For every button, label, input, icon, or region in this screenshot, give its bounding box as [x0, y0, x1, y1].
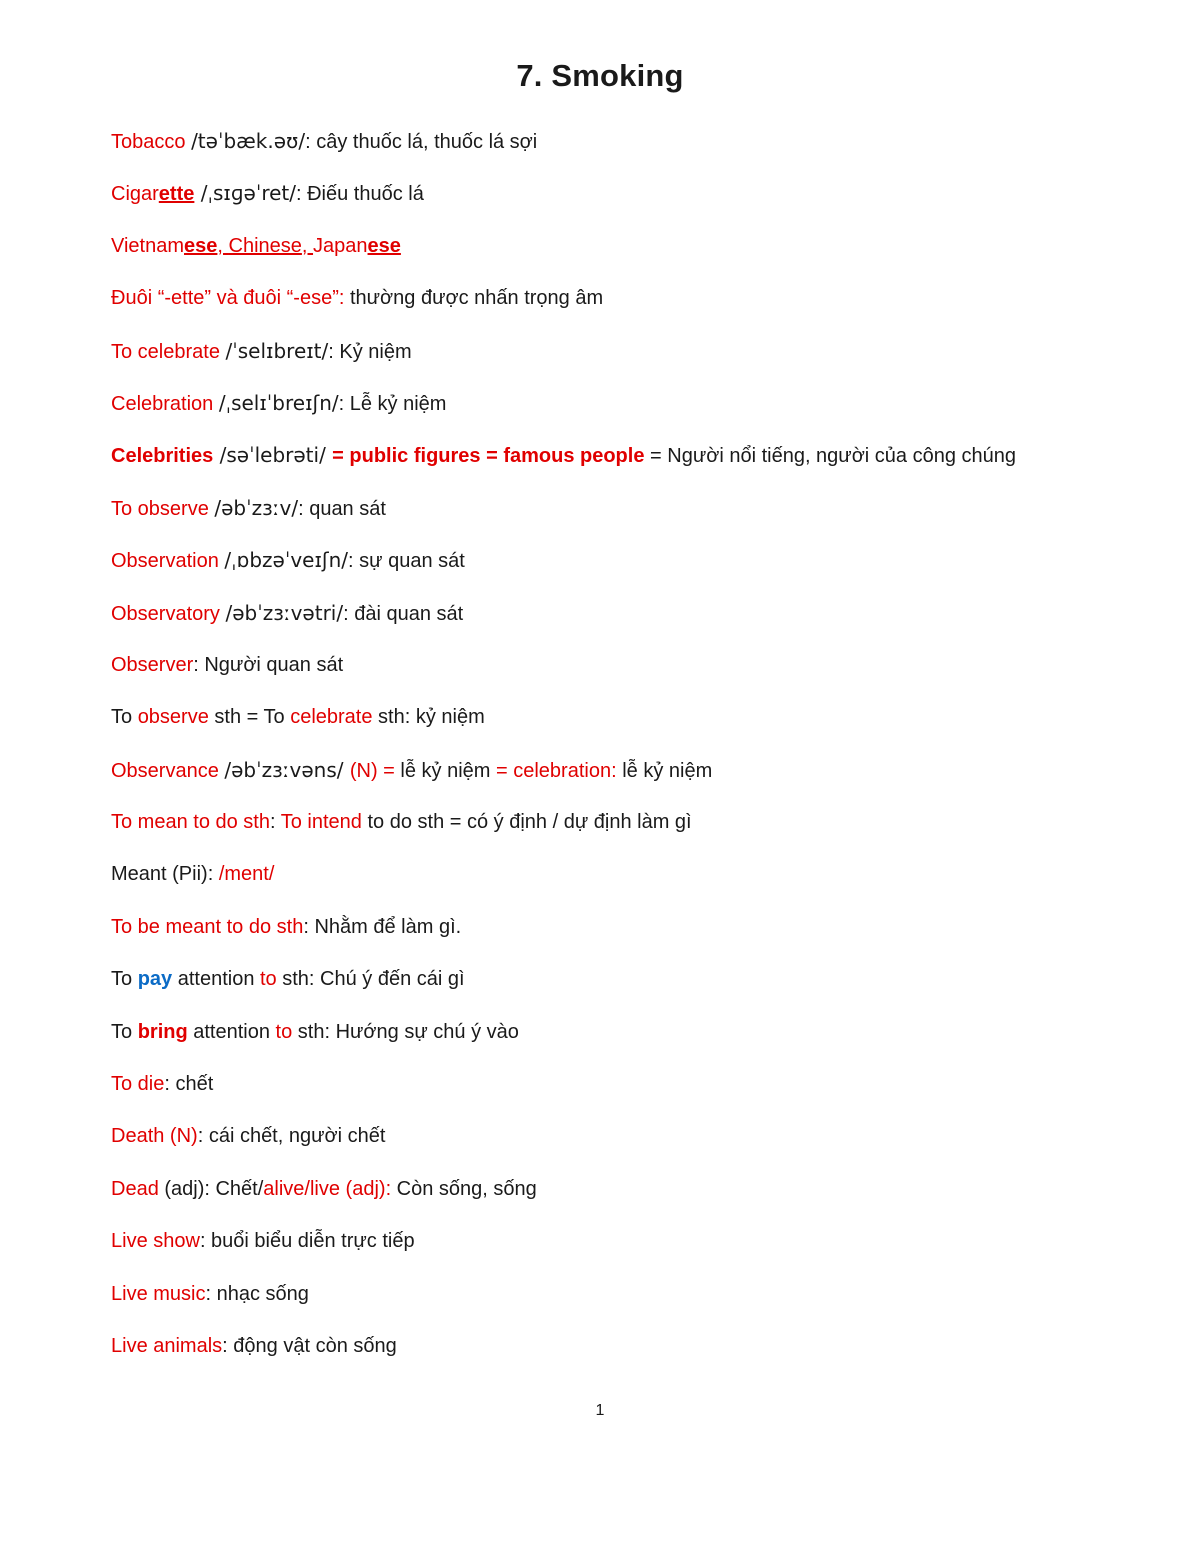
vocab-line — [111, 1331, 1171, 1383]
vocab-line — [111, 859, 1171, 911]
line-text: : Kỷ niệm — [328, 340, 412, 363]
line-text: (adj): Chết/ — [158, 1177, 264, 1200]
line-text: Live show — [111, 1230, 200, 1253]
line-text: To observe — [111, 497, 215, 520]
line-text: Observance — [111, 759, 225, 782]
line-text: To be meant to do sth — [111, 915, 304, 938]
line-text: ette — [158, 183, 195, 206]
line-text: sth: kỷ niệm — [372, 706, 485, 729]
line-text: To — [111, 706, 138, 729]
vocab-line — [111, 1279, 1171, 1331]
vocab-line — [111, 283, 1171, 335]
line-text: Vietnam — [111, 234, 185, 257]
line-text: : — [269, 811, 281, 834]
line-text: Observatory — [111, 602, 226, 625]
line-text: Death (N) — [111, 1125, 198, 1148]
line-text: : nhạc sống — [205, 1282, 309, 1305]
vocab-line — [111, 598, 1171, 650]
vocab-line — [111, 912, 1171, 964]
vocab-line — [111, 1017, 1171, 1069]
vocab-line — [111, 388, 1171, 440]
page-number: 1 — [595, 1402, 605, 1419]
line-text: To intend — [280, 811, 362, 834]
line-text: sth: Hướng sự chú ý vào — [292, 1020, 519, 1043]
line-text: : Điếu thuốc lá — [296, 183, 424, 206]
line-text: thường được nhấn trọng âm — [344, 287, 604, 310]
line-text: bring — [137, 1020, 188, 1043]
ipa-text: /ˌsɪɡəˈret/ — [194, 181, 296, 206]
line-text: alive/live (adj): — [263, 1177, 392, 1200]
line-text: Japan — [313, 234, 368, 257]
line-text: Chinese — [228, 234, 302, 257]
line-text: sth = To — [208, 706, 291, 729]
vocab-line — [111, 1226, 1171, 1278]
vocab-line — [111, 1121, 1171, 1173]
line-text: observe — [137, 706, 209, 729]
line-text: attention — [172, 968, 260, 991]
line-text: (N) = — [349, 759, 395, 782]
ipa-text: /ˌɒbzəˈveɪʃn/ — [224, 548, 349, 573]
line-text: Celebration — [111, 392, 219, 415]
line-text: Tobacco — [111, 131, 192, 153]
line-text: attention — [187, 1020, 276, 1043]
line-text: : sự quan sát — [348, 550, 465, 573]
line-text: : đài quan sát — [343, 602, 464, 625]
line-text: ese — [184, 234, 218, 257]
ipa-text: /səˈlebrəti/ — [213, 443, 333, 468]
line-text: pay — [137, 968, 173, 991]
line-text: lễ kỷ niệm — [394, 759, 496, 782]
vocab-line — [111, 493, 1171, 545]
line-text: , — [217, 234, 229, 257]
ipa-text: /təˈbæk.əʊ/ — [191, 129, 306, 153]
line-text: to — [275, 1020, 293, 1043]
line-text: To mean to do sth — [111, 811, 270, 834]
ipa-text: /əbˈzɜːv/ — [214, 495, 299, 520]
ipa-text: /ˌselɪˈbreɪʃn/ — [218, 390, 339, 415]
vocab-line — [111, 702, 1171, 754]
line-text: , — [301, 234, 314, 257]
vocabulary-list — [111, 126, 1171, 1383]
line-text: to — [260, 968, 277, 991]
line-text: : Lễ kỷ niệm — [338, 392, 447, 415]
line-text: To — [111, 968, 138, 991]
line-text: Celebrities — [111, 445, 214, 468]
line-text: Đuôi “-ette” và đuôi “-ese”: — [111, 287, 345, 310]
line-text: : cây thuốc lá, thuốc lá sợi — [305, 131, 538, 153]
line-text: : động vật còn sống — [222, 1334, 397, 1357]
line-text: Meant (Pii): — [111, 863, 219, 886]
line-text: ese — [367, 234, 401, 257]
line-text: To — [111, 1020, 138, 1043]
line-text: Còn sống, sống — [391, 1177, 537, 1200]
vocab-line — [111, 964, 1171, 1016]
line-text: Observer — [111, 653, 194, 676]
vocab-line — [111, 807, 1171, 859]
line-text: to do sth = có ý định / dự định làm gì — [361, 811, 692, 834]
line-text: : chết — [164, 1073, 214, 1096]
vocab-line — [111, 336, 1171, 388]
ipa-text: /əbˈzɜːvəns/ — [224, 757, 350, 782]
line-text: Cigar — [111, 183, 159, 206]
vocab-line — [111, 126, 1171, 178]
line-text: lễ kỷ niệm — [616, 759, 713, 782]
vocab-line — [111, 440, 1171, 492]
line-text: : quan sát — [298, 497, 386, 520]
vocab-line — [111, 755, 1171, 807]
line-text: Live music — [111, 1282, 206, 1305]
line-text: To celebrate — [111, 340, 226, 363]
vocab-line — [111, 231, 1171, 283]
ipa-text: /əbˈzɜːvətri/ — [225, 600, 344, 625]
line-text: Dead — [111, 1177, 159, 1200]
line-text: : Nhằm để làm gì. — [303, 915, 462, 938]
line-text: Live animals — [111, 1334, 223, 1357]
ipa-text: /ˈselɪbreɪt/ — [225, 338, 329, 363]
line-text: celebrate — [290, 706, 373, 729]
page-title: 7. Smoking — [516, 58, 684, 93]
line-text: : buổi biểu diễn trực tiếp — [199, 1230, 415, 1253]
line-text: To die — [111, 1073, 165, 1096]
vocab-line — [111, 178, 1171, 230]
line-text: : Người quan sát — [193, 653, 344, 676]
vocab-line — [111, 650, 1171, 702]
line-text: : cái chết, người chết — [197, 1125, 386, 1148]
vocab-line — [111, 1174, 1171, 1226]
line-text: = Người nổi tiếng, người của công chúng — [644, 445, 1017, 468]
line-text: = public figures = famous people — [332, 445, 645, 468]
line-text: Observation — [111, 550, 225, 573]
vocab-line — [111, 1069, 1171, 1121]
line-text: sth: Chú ý đến cái gì — [276, 968, 465, 991]
vocab-line — [111, 545, 1171, 597]
line-text: /ment/ — [218, 863, 275, 886]
line-text: = celebration: — [496, 759, 617, 782]
